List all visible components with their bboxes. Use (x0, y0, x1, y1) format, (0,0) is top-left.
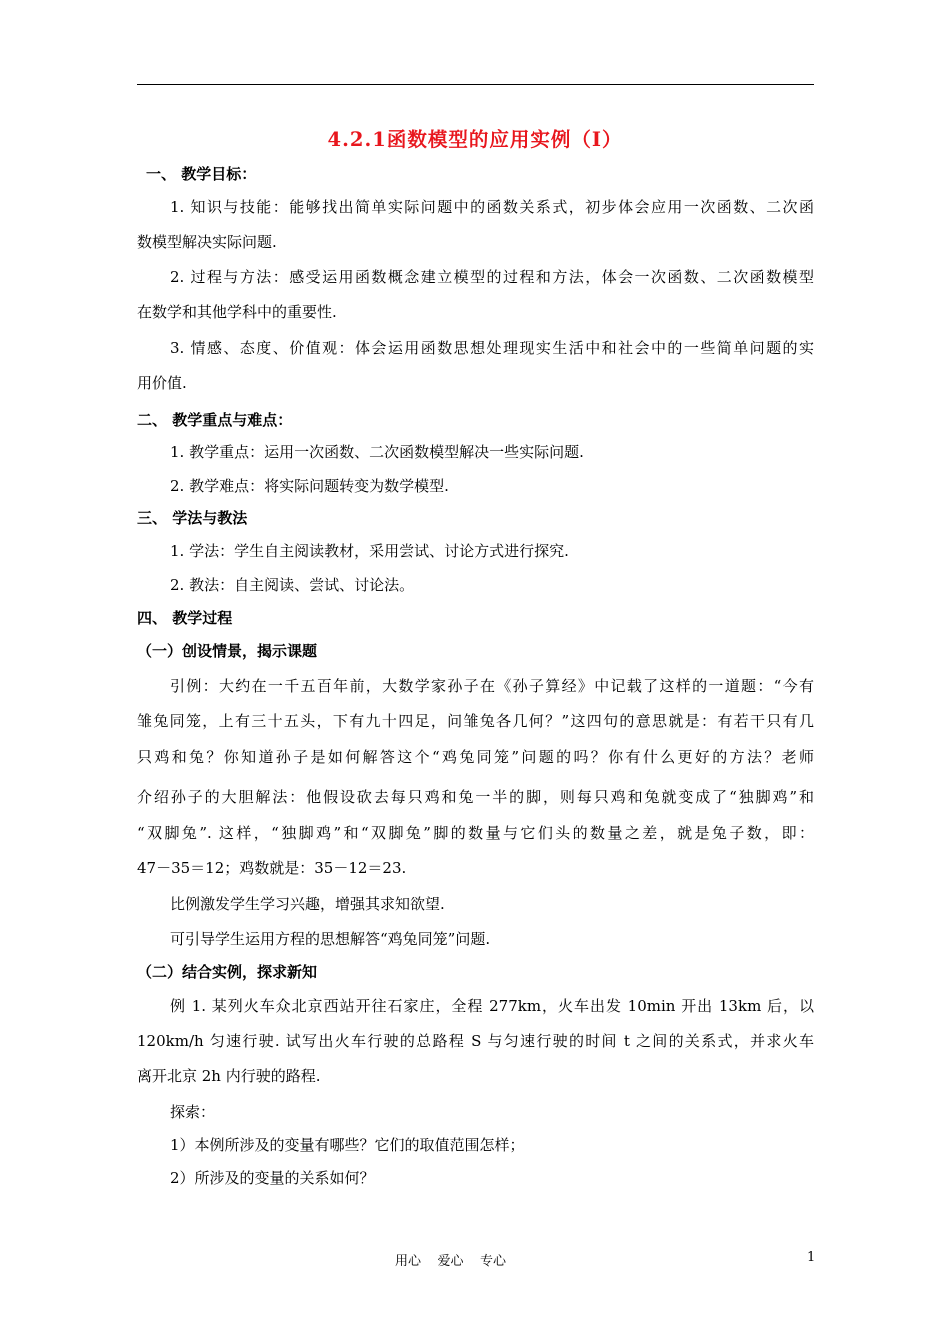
section-heading-objectives: 一、 教学目标： (146, 165, 257, 183)
paragraph-line: 2. 教学难点：将实际问题转变为数学模型. (170, 477, 449, 495)
paragraph-line: 1. 学法：学生自主阅读教材，采用尝试、讨论方式进行探究. (170, 542, 569, 560)
paragraph-line: 可引导学生运用方程的思想解答“鸡兔同笼”问题. (170, 930, 491, 948)
subsection-heading: （二）结合实例，探求新知 (137, 963, 318, 981)
paragraph-line: 1. 知识与技能：能够找出简单实际问题中的函数关系式，初步体会应用一次函数、二次函 (170, 198, 814, 216)
section-heading-process: 四、 教学过程 (137, 609, 233, 627)
paragraph-line: 比例激发学生学习兴趣，增强其求知欲望. (170, 895, 445, 913)
paragraph-line: 探索： (170, 1103, 216, 1121)
paragraph-line: 引例：大约在一千五百年前，大数学家孙子在《孙子算经》中记载了这样的一道题：“今有 (170, 677, 814, 695)
paragraph-line: 离开北京 2h 内行驶的路程. (137, 1067, 321, 1085)
paragraph-line: 1. 教学重点：运用一次函数、二次函数模型解决一些实际问题. (170, 443, 584, 461)
paragraph-line: 47－35＝12；鸡数就是：35－12＝23. (137, 859, 407, 877)
section-heading-methods: 三、 学法与教法 (137, 509, 248, 527)
paragraph-line: 2. 过程与方法：感受运用函数概念建立模型的过程和方法，体会一次函数、二次函数模型 (170, 268, 814, 286)
paragraph-line: 只鸡和兔？你知道孙子是如何解答这个“鸡兔同笼”问题的吗？你有什么更好的方法？老师 (137, 748, 814, 766)
paragraph-line: 1）本例所涉及的变量有哪些？它们的取值范围怎样； (170, 1136, 525, 1154)
paragraph-line: 数模型解决实际问题. (137, 233, 277, 251)
paragraph-line: 2）所涉及的变量的关系如何？ (170, 1169, 375, 1187)
paragraph-line: 介绍孙子的大胆解法：他假设砍去每只鸡和兔一半的脚，则每只鸡和兔就变成了“独脚鸡”和 (137, 788, 814, 806)
section-heading-keypoints: 二、 教学重点与难点： (137, 411, 293, 429)
header-rule (137, 84, 814, 85)
paragraph-line: 用价值. (137, 374, 187, 392)
footer-slogan: 用心 爱心 专心 (395, 1254, 507, 1269)
paragraph-line: 雏兔同笼，上有三十五头，下有九十四足，问雏兔各几何？”这四句的意思就是：有若干只有几 (137, 712, 814, 730)
paragraph-line: 120km/h 匀速行驶. 试写出火车行驶的总路程 S 与匀速行驶的时间 t 之间的关系式，并求火车 (137, 1032, 814, 1050)
paragraph-line: 例 1. 某列火车众北京西站开往石家庄，全程 277km，火车出发 10min 开出 13km 后，以 (170, 997, 814, 1015)
document-title: 4.2.1函数模型的应用实例（Ⅰ） (327, 128, 623, 151)
paragraph-line: 2. 教法：自主阅读、尝试、讨论法。 (170, 576, 415, 594)
paragraph-line: 3. 情感、态度、价值观：体会运用函数思想处理现实生活中和社会中的一些简单问题的实 (170, 339, 814, 357)
paragraph-line: “双脚兔”. 这样，“独脚鸡”和“双脚兔”脚的数量与它们头的数量之差，就是兔子数，即： (137, 824, 814, 842)
subsection-heading: （一）创设情景，揭示课题 (137, 642, 318, 660)
page-number: 1 (807, 1250, 816, 1265)
paragraph-line: 在数学和其他学科中的重要性. (137, 303, 337, 321)
